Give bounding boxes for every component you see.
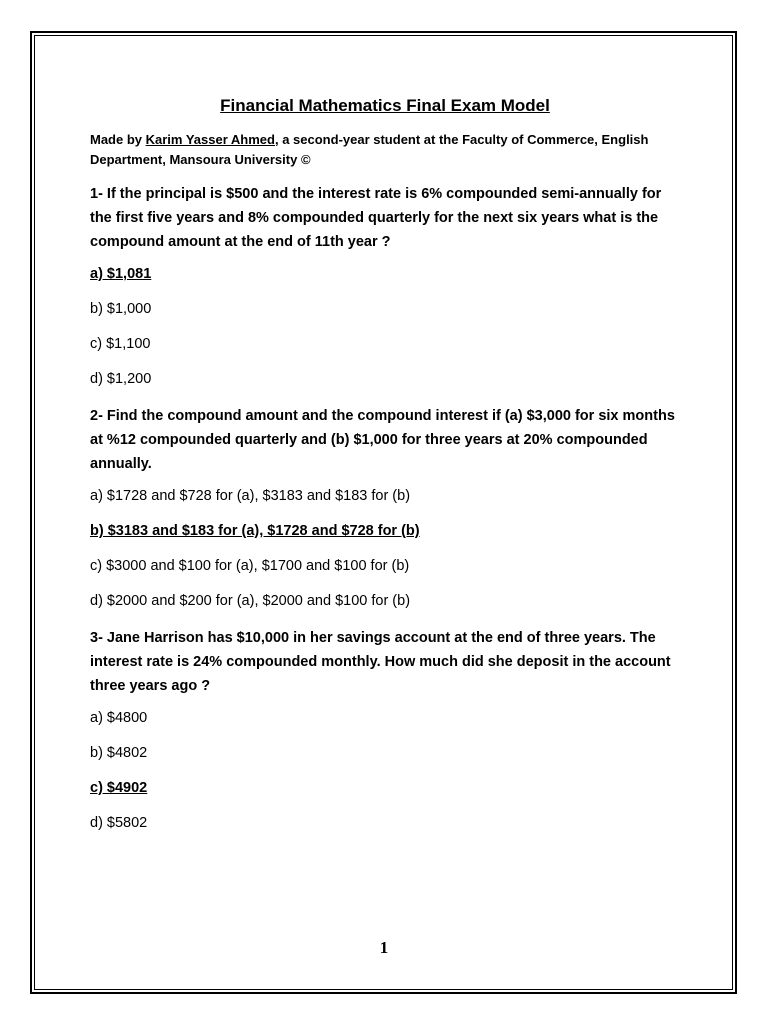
- author-credit: [90, 130, 680, 170]
- question-1-option-a: a) $1,081: [90, 266, 152, 282]
- question-3-option-d: d) $5802: [90, 815, 148, 831]
- author-name: Karim Yasser Ahmed: [145, 132, 275, 147]
- credit-prefix: Made by: [90, 132, 146, 147]
- document-title: Financial Mathematics Final Exam Model: [220, 96, 550, 115]
- question-1-option-d: d) $1,200: [90, 371, 152, 387]
- question-3-option-a: a) $4800: [90, 710, 148, 726]
- credit-suffix: , a second-year student at the Faculty of Commerce, English Department, Mansoura University ©: [90, 132, 649, 167]
- document-body: [90, 96, 680, 848]
- question-2: 2- Find the compound amount and the compound interest if (a) $3,000 for six months at %12 compounded quarterly and (b) $1,000 for three years at 20% compounded annually.: [90, 408, 675, 472]
- question-1-option-c: c) $1,100: [90, 336, 151, 352]
- question-2-option-d: d) $2000 and $200 for (a), $2000 and $100 for (b): [90, 593, 411, 609]
- page-number: 1: [379, 938, 389, 957]
- question-3: 3- Jane Harrison has $10,000 in her savings account at the end of three years. The interest rate is 24% compounded monthly. How much did she deposit in the account three years ago ?: [90, 630, 671, 694]
- question-2-option-a: a) $1728 and $728 for (a), $3183 and $183 for (b): [90, 488, 411, 504]
- question-1-option-b: b) $1,000: [90, 301, 152, 317]
- question-2-option-c: c) $3000 and $100 for (a), $1700 and $100 for (b): [90, 558, 410, 574]
- question-1: 1- If the principal is $500 and the interest rate is 6% compounded semi-annually for the first five years and 8% compounded quarterly for the next six years what is the compound amount at the end of 11th year ?: [90, 186, 662, 250]
- question-3-option-c: c) $4902: [90, 780, 148, 796]
- question-3-option-b: b) $4802: [90, 745, 148, 761]
- question-2-option-b: b) $3183 and $183 for (a), $1728 and $728 for (b): [90, 523, 420, 539]
